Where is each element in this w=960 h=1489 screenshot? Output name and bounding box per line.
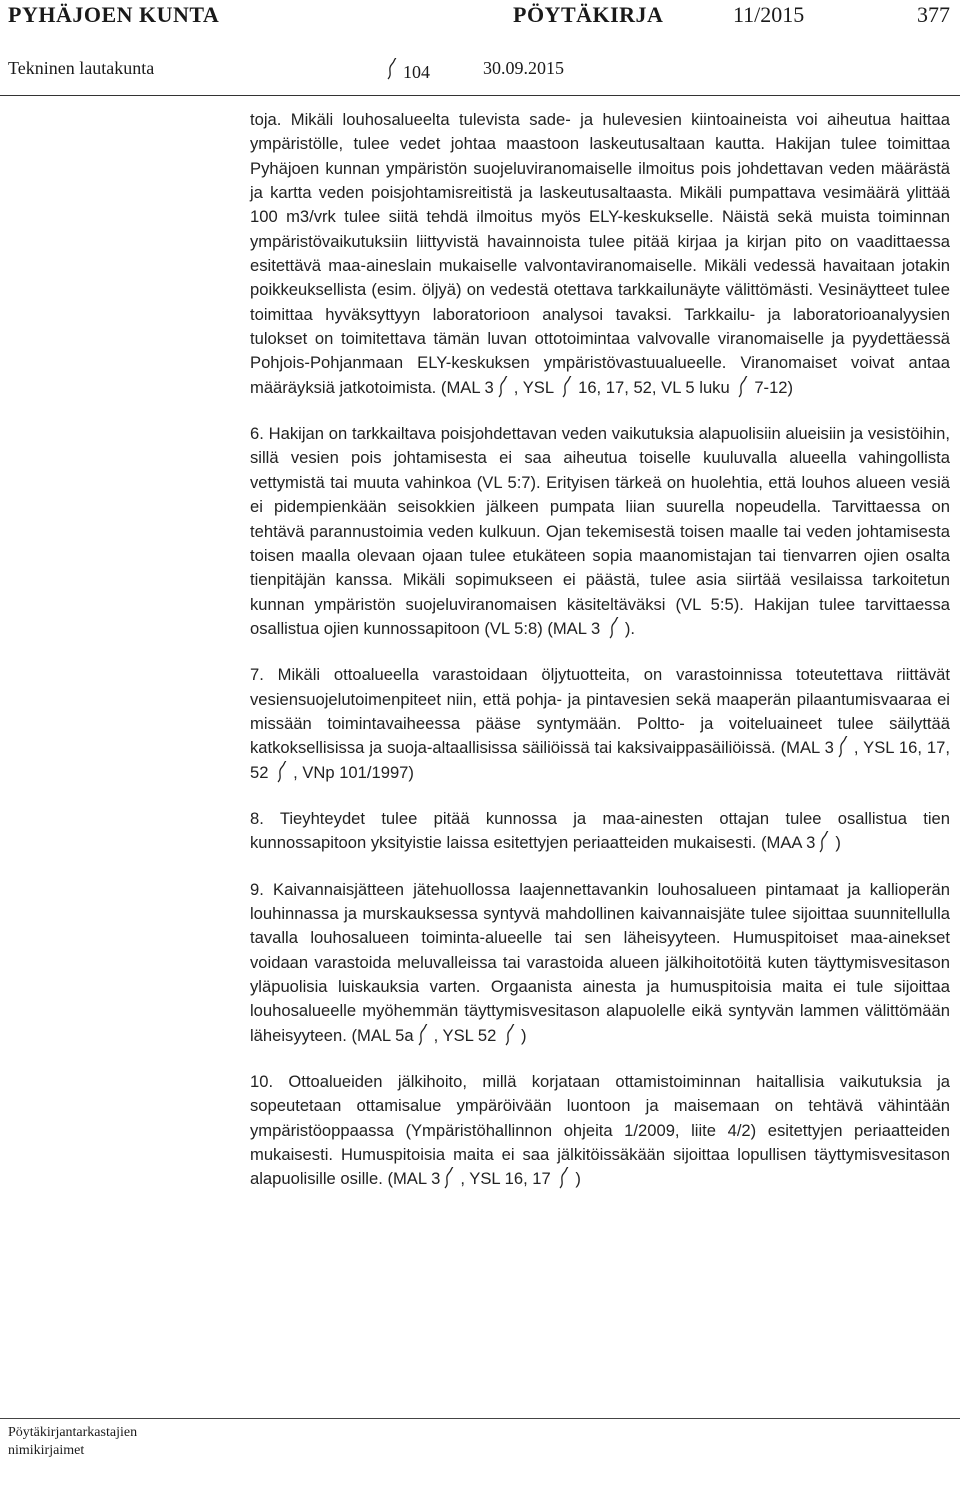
section-sign-icon <box>385 58 397 78</box>
paragraph-text: 9. Kaivannaisjätteen jätehuollossa laajennettavankin louhosalueen pintamaat ja kallioperän louhinnassa ja murskauksessa syntyvä mahdollinen kaivannaisjäte tulee sijoittaa suunnitellulla tavalla louhosalueen toiminta-alueelle tai sen läheisyyteen. Humuspitoiset maa-ainekset voidaan varastoida meluvalleissa tai varastoida alueen jälkihoitotöitä kuten täyttymisvesitason yläpuolisia luiskauksia varten. Orgaanista ainesta ja humuspitoisia maita ei tule sijoittaa louhosalueelle myöhemmän täyttymisvesitason alapuolelle eikä syntyvän lammen välittömään läheisyyteen. <box>250 879 950 1045</box>
section-sign-icon <box>736 376 748 396</box>
legal-reference: ). <box>624 618 635 638</box>
page-number: 377 <box>917 2 950 27</box>
municipality-name: PYHÄJOEN KUNTA <box>8 2 220 27</box>
footer-label-line1: Pöytäkirjantarkastajien <box>8 1425 138 1440</box>
legal-reference: (MAA 3 <box>761 833 816 853</box>
section-sign-icon <box>560 376 572 396</box>
header-divider <box>0 95 960 96</box>
legal-reference: , YSL 52 <box>433 1025 497 1045</box>
document-type: PÖYTÄKIRJA <box>513 2 664 27</box>
paragraph-text: 8. Tieyhteydet tulee pitää kunnossa ja maa-ainesten ottajan tulee osallistua tien kunnossapitoon yksityistie laissa esitettyjen periaatteiden mukaisesti. <box>250 808 950 853</box>
footer-label-line2: nimikirjaimet <box>8 1443 85 1458</box>
board-name: Tekninen lautakunta <box>8 58 155 78</box>
section-sign-icon <box>557 1167 569 1187</box>
meeting-date: 30.09.2015 <box>483 58 564 78</box>
legal-reference: (MAL 3 <box>780 738 834 758</box>
paragraph-9 <box>250 878 950 1048</box>
legal-reference: ) <box>520 1025 527 1045</box>
legal-reference: , YSL 16, 17 <box>460 1169 551 1189</box>
section-sign-icon <box>275 761 287 781</box>
paragraph-5-continued <box>250 108 950 400</box>
legal-reference: ) <box>575 1169 581 1189</box>
legal-reference: (MAL 5a <box>351 1025 414 1045</box>
paragraph-text: 6. Hakijan on tarkkailtava poisjohdettavan veden vaikutuksia alapuolisiin alueisiin ja vesistöihin, sillä vesien pois johtamisesta ei saa aiheutua toiselle kuuluvalla alueella vahingollista vettymistä tai muuta vahinkoa (VL 5:7). Erityisen tärkeä on huolehtia, että louhos alueen vesiä ei pidempienkään seisokkien jälkeen pumpata liian suurella nopeudella. Tarvittaessa on tehtävä parannustoimia veden kulkuun. Ojan tekemisestä toisen maalle tai veden johtamisesta toisen maalla olevaan ojaan tulee etukäteen sopia maanomistajan tai tienvarren ojien osalta tienpitäjän kanssa. Mikäli sopimukseen ei päästä, tulee asia siirtää vesilaissa tarkoitetun kunnan ympäristön suojeluviranomaisen käsiteltäväksi (VL 5:5). Hakijan tulee tarvittaessa osallistua ojien kunnossapitoon (VL 5:8) (MAL 3 <box>250 424 950 638</box>
paragraph-10 <box>250 1070 950 1192</box>
section-sign-icon <box>416 1024 428 1044</box>
section-ref <box>383 58 430 83</box>
paragraph-7 <box>250 663 950 785</box>
legal-reference: , YSL 16, 17, 52 <box>250 738 950 782</box>
legal-reference: , YSL <box>513 377 554 397</box>
document-header-top <box>8 2 950 28</box>
legal-reference: (MAL 3 <box>440 377 494 397</box>
paragraph-6 <box>250 422 950 641</box>
section-sign-icon <box>442 1167 454 1187</box>
paragraph-text: 7. Mikäli ottoalueella varastoidaan öljytuotteita, on varastoinnissa toteutettava riittävät vesiensuojelutoimenpiteet niin, että pohja- ja pintavesien sekä maaperän pilaantumisvaaraa ei missään toimintavaiheessa pääse syntymään. Poltto- ja voiteluaineet tulee säilyttää katkoksellisissa ja suoja-altaallisissa säiliöissä tai kaksivaippasäiliöissä. <box>250 665 950 758</box>
legal-reference: 7-12) <box>754 377 794 397</box>
paragraph-text: 10. Ottoalueiden jälkihoito, millä korjataan ottamistoiminnan haitallisia vaikutuksia ja sopeutetaan ottamisalue ympäröivään luontoon ja maisemaan on tehtävä vähintään ympäristöoppaassa (Ympäristöhallinnon ohjeita 1/2009, liite 4/2) esitettyjen periaatteiden mukaisesti. Humuspitoisia maita ei saa jälkitöissäkään sijoittaa lopullisen täyttymisvesitason alapuolisille osille. <box>250 1072 950 1189</box>
legal-reference: 16, 17, 52, VL 5 luku <box>578 377 730 397</box>
section-number: 104 <box>403 62 430 82</box>
section-sign-icon <box>607 617 619 637</box>
paragraph-text: toja. Mikäli louhosalueelta tulevista sade- ja hulevesien kiintoaineista voi aiheutua haittaa ympäristölle, tulee vedet johtaa maastoon laskeutusaltaan kautta. Hakijan tulee toimittaa Pyhäjoen kunnan ympäristön suojeluviranomaiselle ilmoitus pois johdettavan veden määrästä ja kartta veden poisjohtamisreitistä ja laskeutusaltaasta. Mikäli pumpattava vesimäärä ylittää 100 m3/vrk tulee siitä tehdä ilmoitus myös ELY-keskukselle. Näistä sekä muista toiminnan ympäristövaikutuksiin liittyvistä havainnoista tulee pitää kirjaa ja kirjan pito on vaadittaessa esitettävä maa-aineslain mukaiselle valvontaviranomaiselle. Mikäli vedessä havaitaan jotakin poikkeuksellista (esim. öljyä) on vedestä otettava tarkkailunäyte välittömästi. Vesinäytteet tulee toimittaa hyväksyttyyn laboratorioon analysoi tavaksi. Tarkkailu- ja laboratorioanalyysien tulokset on toimitettava tämän luvan ottotoimintaa valvovalle viranomaiselle ja pyydettäessä Pohjois-Pohjanmaan ELY-keskuksen ympäristövastuualueelle. Viranomaiset voivat antaa määräyksiä jatkotoimista. <box>250 110 950 397</box>
section-sign-icon <box>503 1024 515 1044</box>
section-sign-icon <box>836 736 848 756</box>
section-sign-icon <box>496 376 508 396</box>
legal-reference: , VNp 101/1997) <box>293 762 414 782</box>
document-body <box>250 108 950 1214</box>
footer <box>8 1424 137 1460</box>
issue-number: 11/2015 <box>733 2 805 27</box>
section-sign-icon <box>817 831 829 851</box>
footer-divider <box>0 1418 960 1419</box>
legal-reference: (MAL 3 <box>387 1169 441 1189</box>
document-header-bottom <box>8 58 950 82</box>
legal-reference: ) <box>835 833 841 853</box>
paragraph-8 <box>250 807 950 856</box>
